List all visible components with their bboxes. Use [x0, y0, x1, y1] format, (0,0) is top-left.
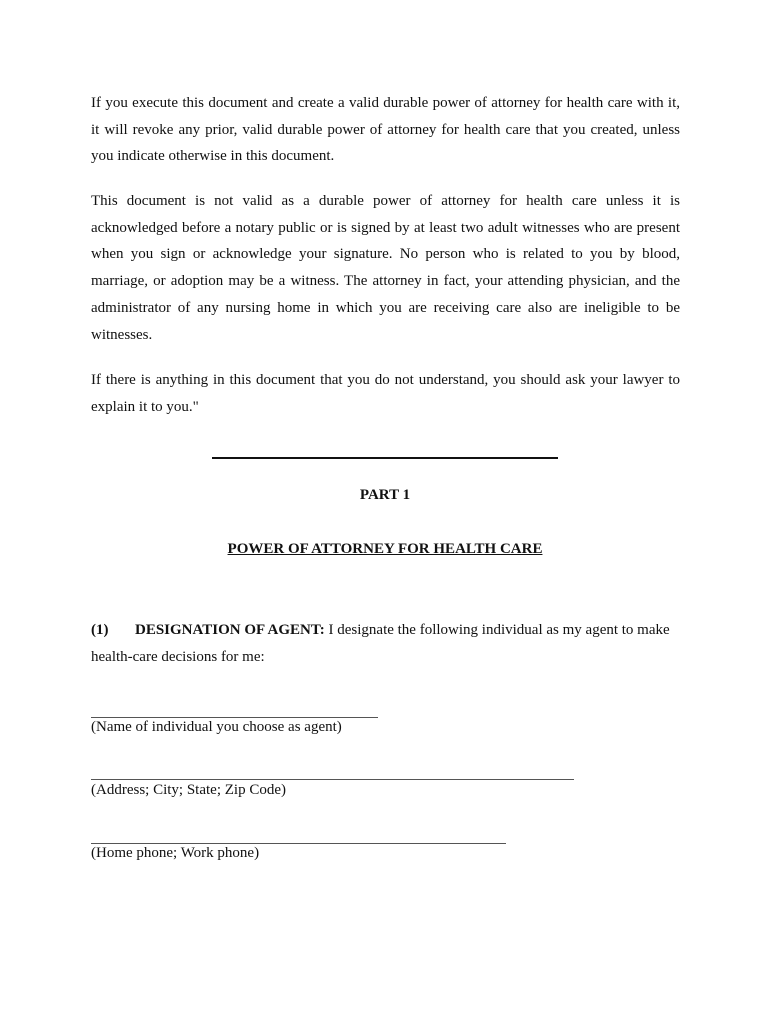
agent-name-line[interactable]: [91, 717, 378, 718]
designation-of-agent: [91, 617, 680, 670]
section-divider: [212, 457, 558, 459]
part-heading: PART 1: [359, 487, 411, 503]
agent-phone-line[interactable]: [91, 843, 506, 844]
section-title: [0, 541, 770, 558]
designation-label: DESIGNATION OF AGENT:: [135, 622, 325, 638]
designation-text: I designate the following individual as my agent to make health-care decisions for me:: [91, 622, 670, 665]
agent-address-caption: (Address; City; State; Zip Code): [91, 782, 286, 798]
paragraph-validity: This document is not valid as a durable power of attorney for health care unless it is acknowledged before a notary public or is signed by at least two adult witnesses who are present when you sign or acknowledge your signature. No person who is related to you by blood, marriage, or adoption may be a witness. The attorney in fact, your attending physician, and the administrator of any nursing home in which you are receiving care also are ineligible to be witnesses.: [91, 193, 680, 343]
agent-name-caption: (Name of individual you choose as agent): [91, 719, 342, 735]
section-title-text: POWER OF ATTORNEY FOR HEALTH CARE: [227, 541, 543, 557]
agent-phone-caption: (Home phone; Work phone): [91, 845, 260, 861]
paragraph-understand: If there is anything in this document that you do not understand, you should ask your lawyer to explain it to you.": [91, 372, 680, 415]
paragraph-revoke: If you execute this document and create a valid durable power of attorney for health care with it, it will revoke any prior, valid durable power of attorney for health care that you created, unless you indicate otherwise in this document.: [91, 95, 680, 165]
agent-address-line[interactable]: [91, 779, 574, 780]
designation-number: (1): [91, 622, 109, 638]
